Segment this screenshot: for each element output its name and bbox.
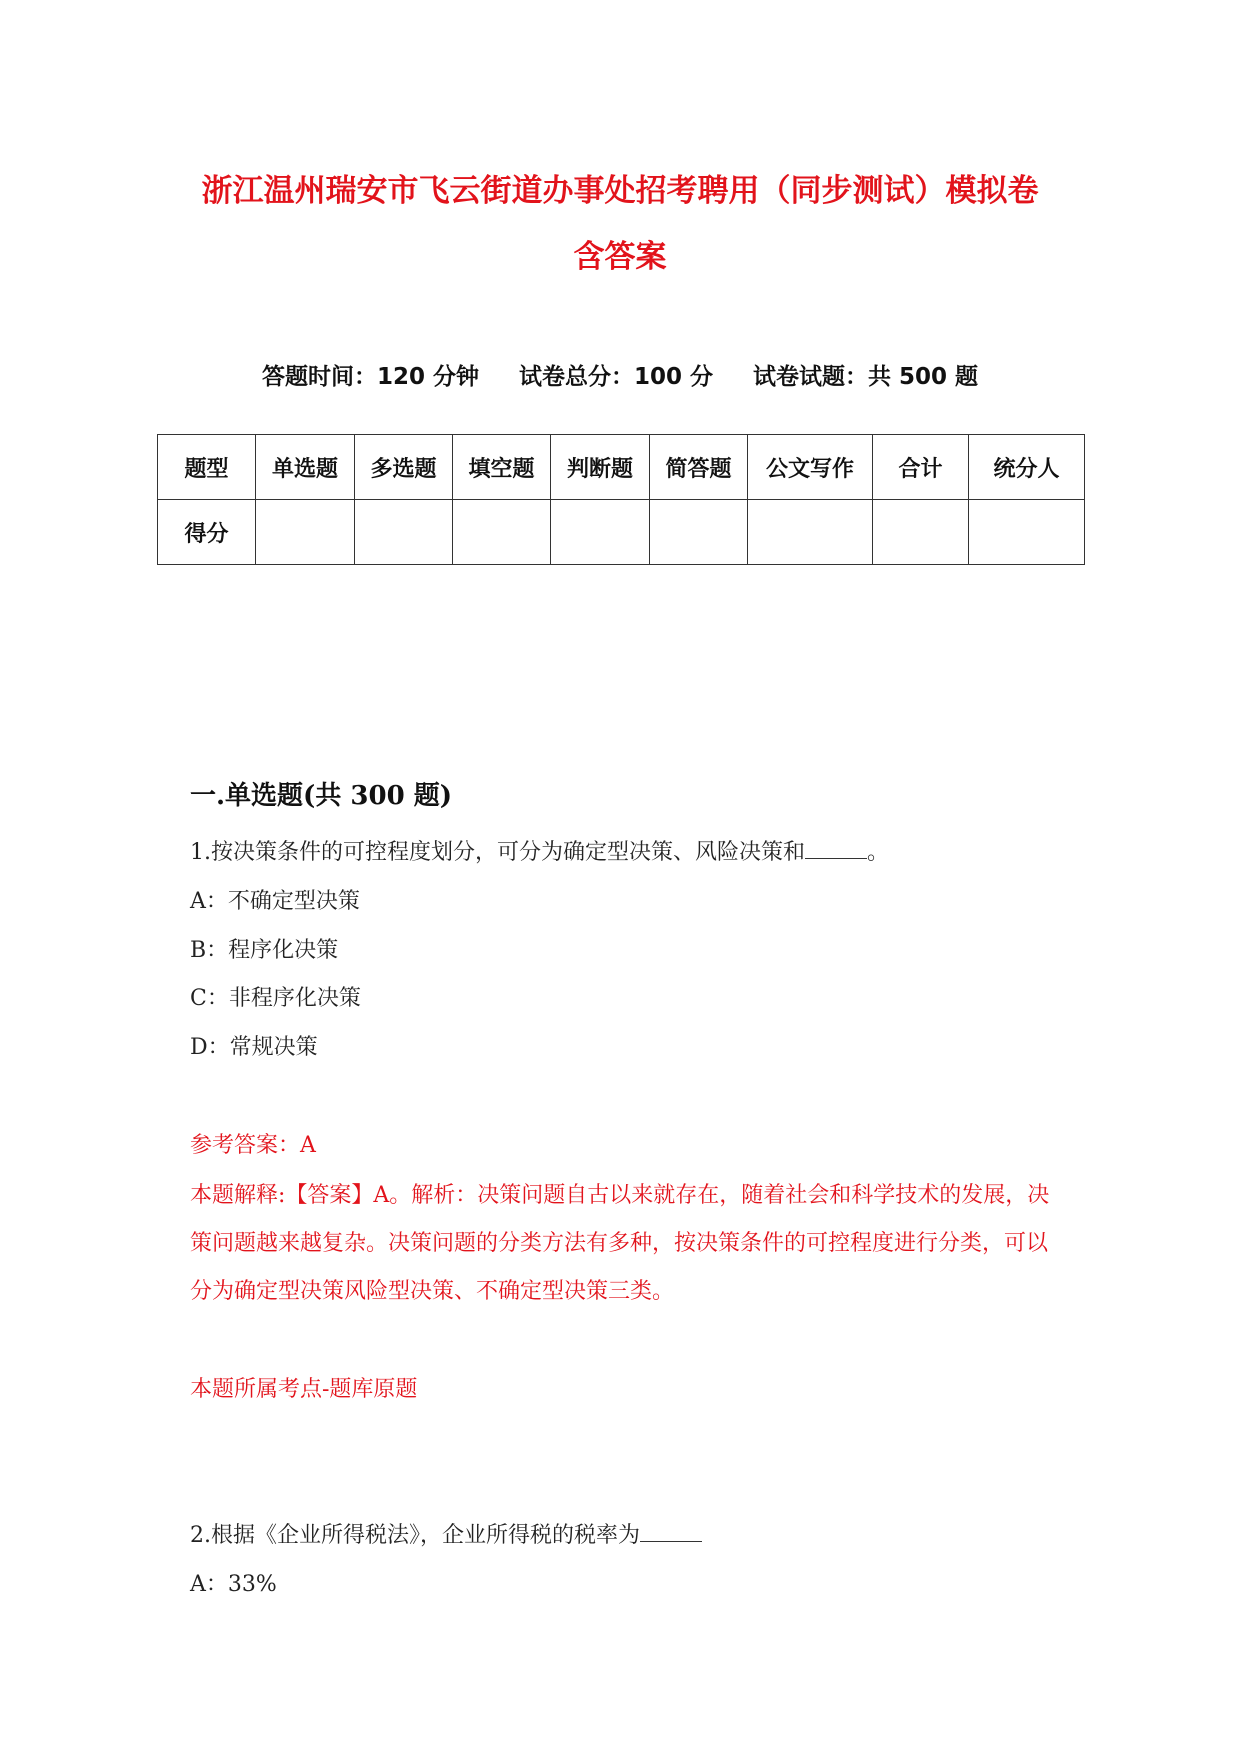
- score-cell: [256, 500, 355, 565]
- score-cell: [650, 500, 748, 565]
- question-2-stem: [190, 1518, 702, 1549]
- score-cell: [453, 500, 551, 565]
- header-cell: 合计: [873, 435, 969, 500]
- answer-blank: [640, 1541, 702, 1542]
- score-cell: [969, 500, 1085, 565]
- score-table-header-row: [158, 435, 1085, 500]
- question-1-option-d: D：常规决策: [190, 1035, 318, 1060]
- score-cell: [748, 500, 873, 565]
- exam-time: 答题时间：120 分钟: [261, 364, 479, 390]
- score-cell: [355, 500, 453, 565]
- exam-meta: [0, 358, 1240, 391]
- question-1-option-b: B：程序化决策: [190, 938, 339, 963]
- score-table-score-row: [158, 500, 1085, 565]
- header-cell: 判断题: [551, 435, 650, 500]
- question-1-option-a: A：不确定型决策: [190, 889, 360, 914]
- exam-total-score: 试卷总分：100 分: [518, 364, 714, 390]
- question-stem-end: 。: [867, 840, 890, 865]
- header-cell: 简答题: [650, 435, 748, 500]
- header-cell: 统分人: [969, 435, 1085, 500]
- answer-blank: [805, 858, 867, 859]
- header-cell: 多选题: [355, 435, 453, 500]
- question-stem-text: 1.按决策条件的可控程度划分，可分为确定型决策、风险决策和: [190, 840, 805, 865]
- header-cell: 单选题: [256, 435, 355, 500]
- question-1-topic: 本题所属考点-题库原题: [190, 1377, 418, 1402]
- score-cell: [873, 500, 969, 565]
- score-cell: [551, 500, 650, 565]
- score-table: [157, 434, 1085, 565]
- section-title: 一.单选题(共 300 题): [190, 781, 453, 811]
- question-stem-text: 2.根据《企业所得税法》，企业所得税的税率为: [190, 1523, 640, 1548]
- header-cell: 填空题: [453, 435, 551, 500]
- question-1-option-c: C：非程序化决策: [190, 986, 361, 1011]
- document-title: 浙江温州瑞安市飞云街道办事处招考聘用（同步测试）模拟卷含答案: [201, 173, 1039, 275]
- question-1-explanation: 本题解释:【答案】A。解析：决策问题自古以来就存在，随着社会和科学技术的发展，决策问题越来越复杂。决策问题的分类方法有多种，按决策条件的可控程度进行分类，可以分为确定型决策风险型决策、不确定型决策三类。: [190, 1183, 1050, 1304]
- question-1-answer: 参考答案：A: [190, 1133, 316, 1158]
- exam-question-count: 试卷试题：共 500 题: [753, 364, 979, 390]
- question-1-stem: [190, 835, 889, 866]
- header-cell: 题型: [158, 435, 256, 500]
- row-label-cell: 得分: [158, 500, 256, 565]
- question-2-option-a: A：33%: [190, 1572, 277, 1597]
- header-cell: 公文写作: [748, 435, 873, 500]
